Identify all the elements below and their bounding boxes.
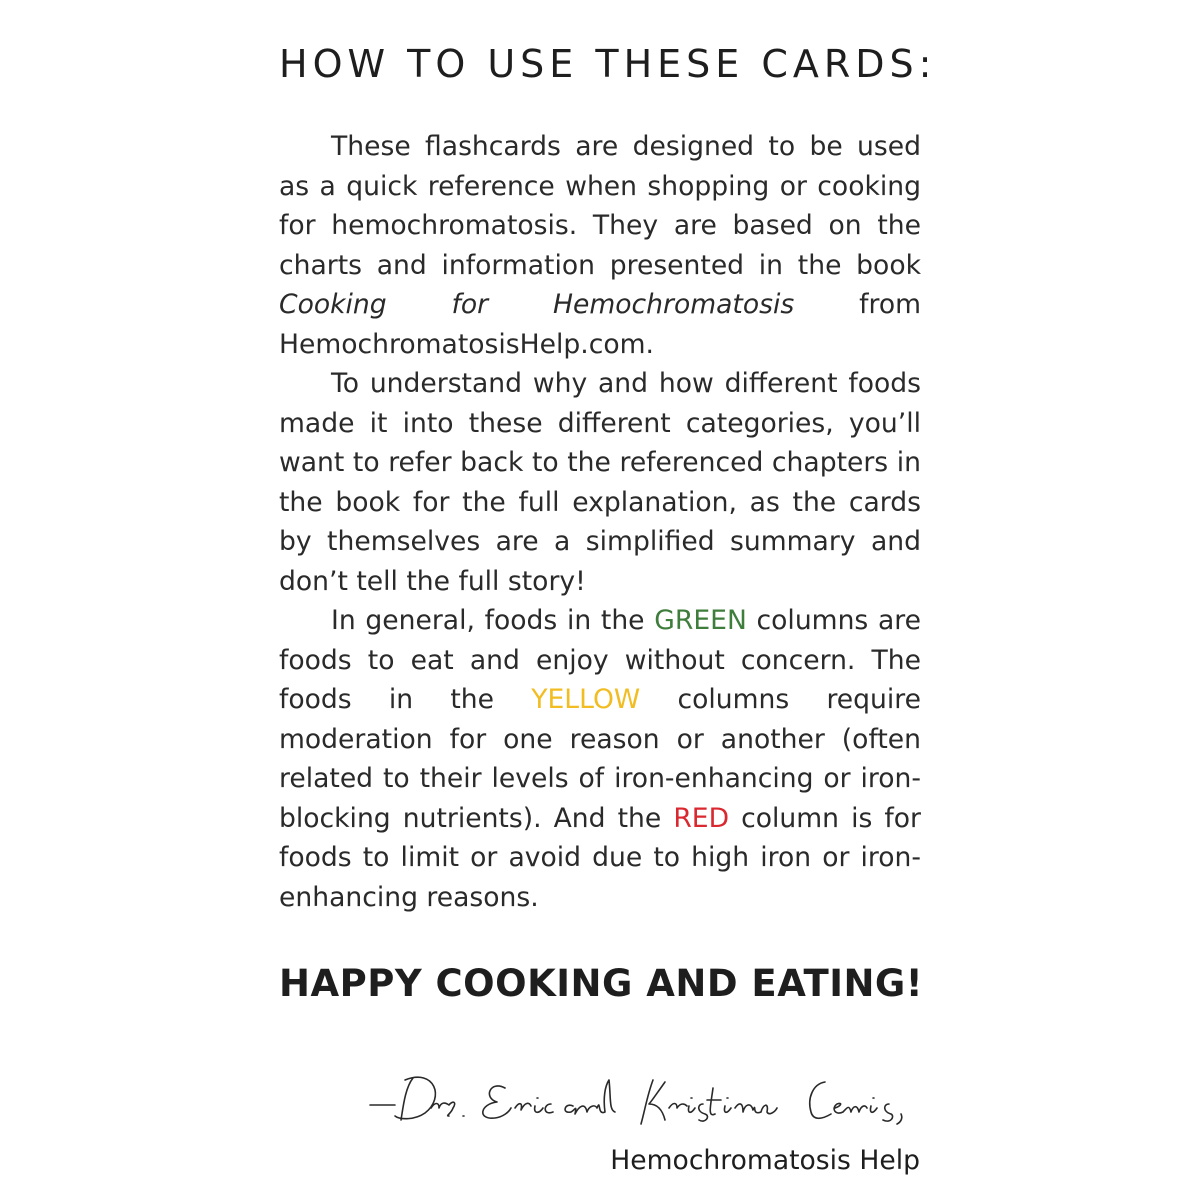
handwritten-signature — [365, 1058, 945, 1138]
red-label: RED — [673, 802, 730, 834]
paragraph-color-key — [279, 601, 921, 917]
color-key-text-4: column is for foods to limit or avoid due to high iron or iron-enhancing reasons. — [279, 802, 921, 913]
intro-text-start: These flashcards are designed to be used as a quick reference when shopping or cooking for hemochromatosis. They are based on the charts and information presented in the book — [279, 131, 921, 281]
body-text — [279, 127, 921, 917]
paragraph-intro — [279, 127, 921, 364]
color-key-text-1: In general, foods in the — [331, 605, 655, 636]
green-label: GREEN — [654, 605, 747, 636]
organization-name: Hemochromatosis Help — [610, 1145, 920, 1176]
signature-drawing — [365, 1058, 945, 1138]
signature-text: —Drs. Eric and Kristina Lewis, — [365, 1058, 378, 1059]
book-title: Cooking for Hemochromatosis — [279, 289, 795, 320]
intro-text-end: from HemochromatosisHelp.com. — [279, 289, 922, 360]
closing-heading: HAPPY COOKING AND EATING! — [279, 962, 924, 1005]
yellow-label: YELLOW — [531, 684, 641, 715]
paragraph-categories: To understand why and how different foods made it into these different categories, you’ll want to refer back to the referenced chapters in the book for the full explanation, as the cards by themselves are a simplified summary and don’t tell the full story! — [279, 368, 921, 597]
color-key-text-3: columns require moderation for one reason or another (often related to their levels of iron-enhancing or iron-blocking nutrients). And the — [279, 684, 921, 834]
color-key-text-2: columns are foods to eat and enjoy without concern. The foods in the — [279, 605, 921, 715]
page-title: HOW TO USE THESE CARDS: — [279, 42, 937, 86]
